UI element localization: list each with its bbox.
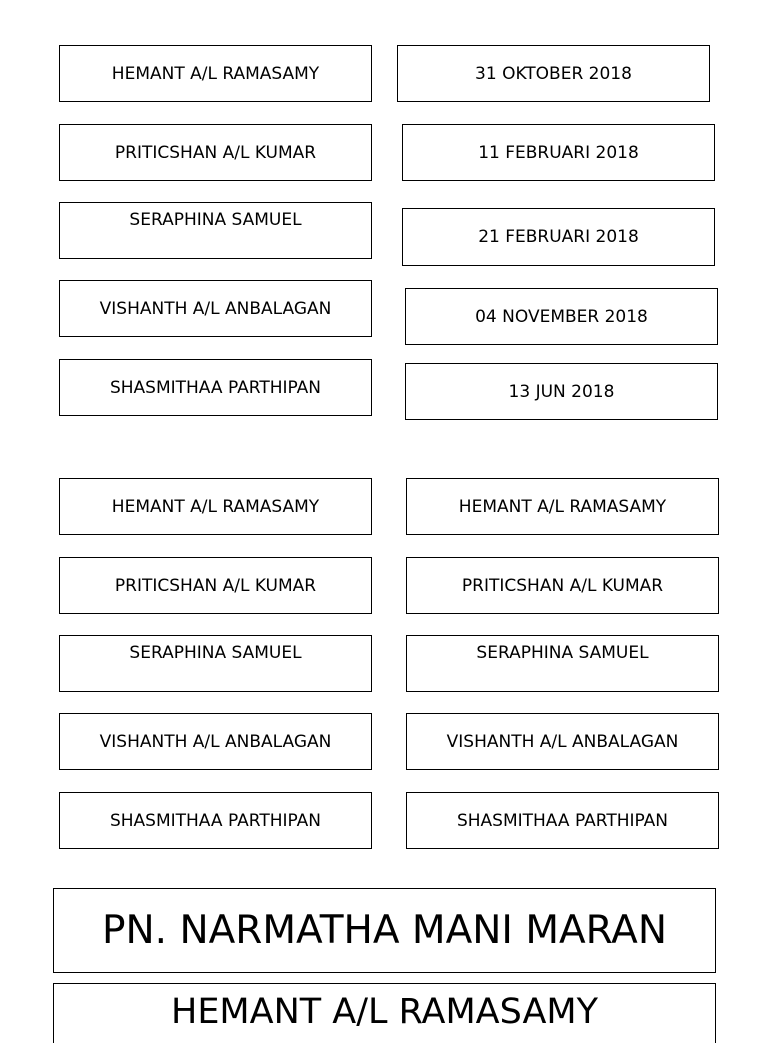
large-name-label [53, 983, 716, 1043]
right-name-label-5 [406, 792, 719, 849]
date-text: 31 OKTOBER 2018 [475, 63, 632, 84]
name-text: SERAPHINA SAMUEL [476, 643, 649, 663]
left-name-label-4 [59, 713, 372, 770]
date-text: 04 NOVEMBER 2018 [475, 306, 648, 327]
right-name-label-1 [406, 478, 719, 535]
name-text: HEMANT A/L RAMASAMY [458, 496, 667, 517]
left-name-label-1 [59, 478, 372, 535]
teacher-name-label [53, 888, 716, 973]
date-label-3 [402, 208, 715, 266]
teacher-name-text: PN. NARMATHA MANI MARAN [101, 908, 668, 953]
name-text: VISHANTH A/L ANBALAGAN [99, 731, 332, 752]
name-text: HEMANT A/L RAMASAMY [111, 496, 320, 517]
date-label-4 [405, 288, 718, 345]
name-label-1 [59, 45, 372, 102]
name-label-4 [59, 280, 372, 337]
left-name-label-5 [59, 792, 372, 849]
right-name-label-2 [406, 557, 719, 614]
name-text: SHASMITHAA PARTHIPAN [109, 377, 322, 398]
date-text: 13 JUN 2018 [508, 381, 615, 402]
name-text: SERAPHINA SAMUEL [129, 643, 302, 663]
name-label-3 [59, 202, 372, 259]
name-label-5 [59, 359, 372, 416]
name-text: PRITICSHAN A/L KUMAR [461, 575, 664, 596]
name-label-2 [59, 124, 372, 181]
large-name-text: HEMANT A/L RAMASAMY [171, 992, 598, 1032]
name-text: PRITICSHAN A/L KUMAR [114, 142, 317, 163]
date-label-1 [397, 45, 710, 102]
date-text: 21 FEBRUARI 2018 [478, 227, 639, 247]
name-text: PRITICSHAN A/L KUMAR [114, 575, 317, 596]
name-text: SHASMITHAA PARTHIPAN [456, 810, 669, 831]
name-text: VISHANTH A/L ANBALAGAN [99, 298, 332, 319]
date-text: 11 FEBRUARI 2018 [478, 142, 639, 163]
name-text: VISHANTH A/L ANBALAGAN [446, 731, 679, 752]
date-label-2 [402, 124, 715, 181]
right-name-label-3 [406, 635, 719, 692]
name-text: HEMANT A/L RAMASAMY [111, 63, 320, 84]
name-text: SHASMITHAA PARTHIPAN [109, 810, 322, 831]
date-label-5 [405, 363, 718, 420]
left-name-label-3 [59, 635, 372, 692]
name-text: SERAPHINA SAMUEL [129, 210, 302, 230]
right-name-label-4 [406, 713, 719, 770]
left-name-label-2 [59, 557, 372, 614]
